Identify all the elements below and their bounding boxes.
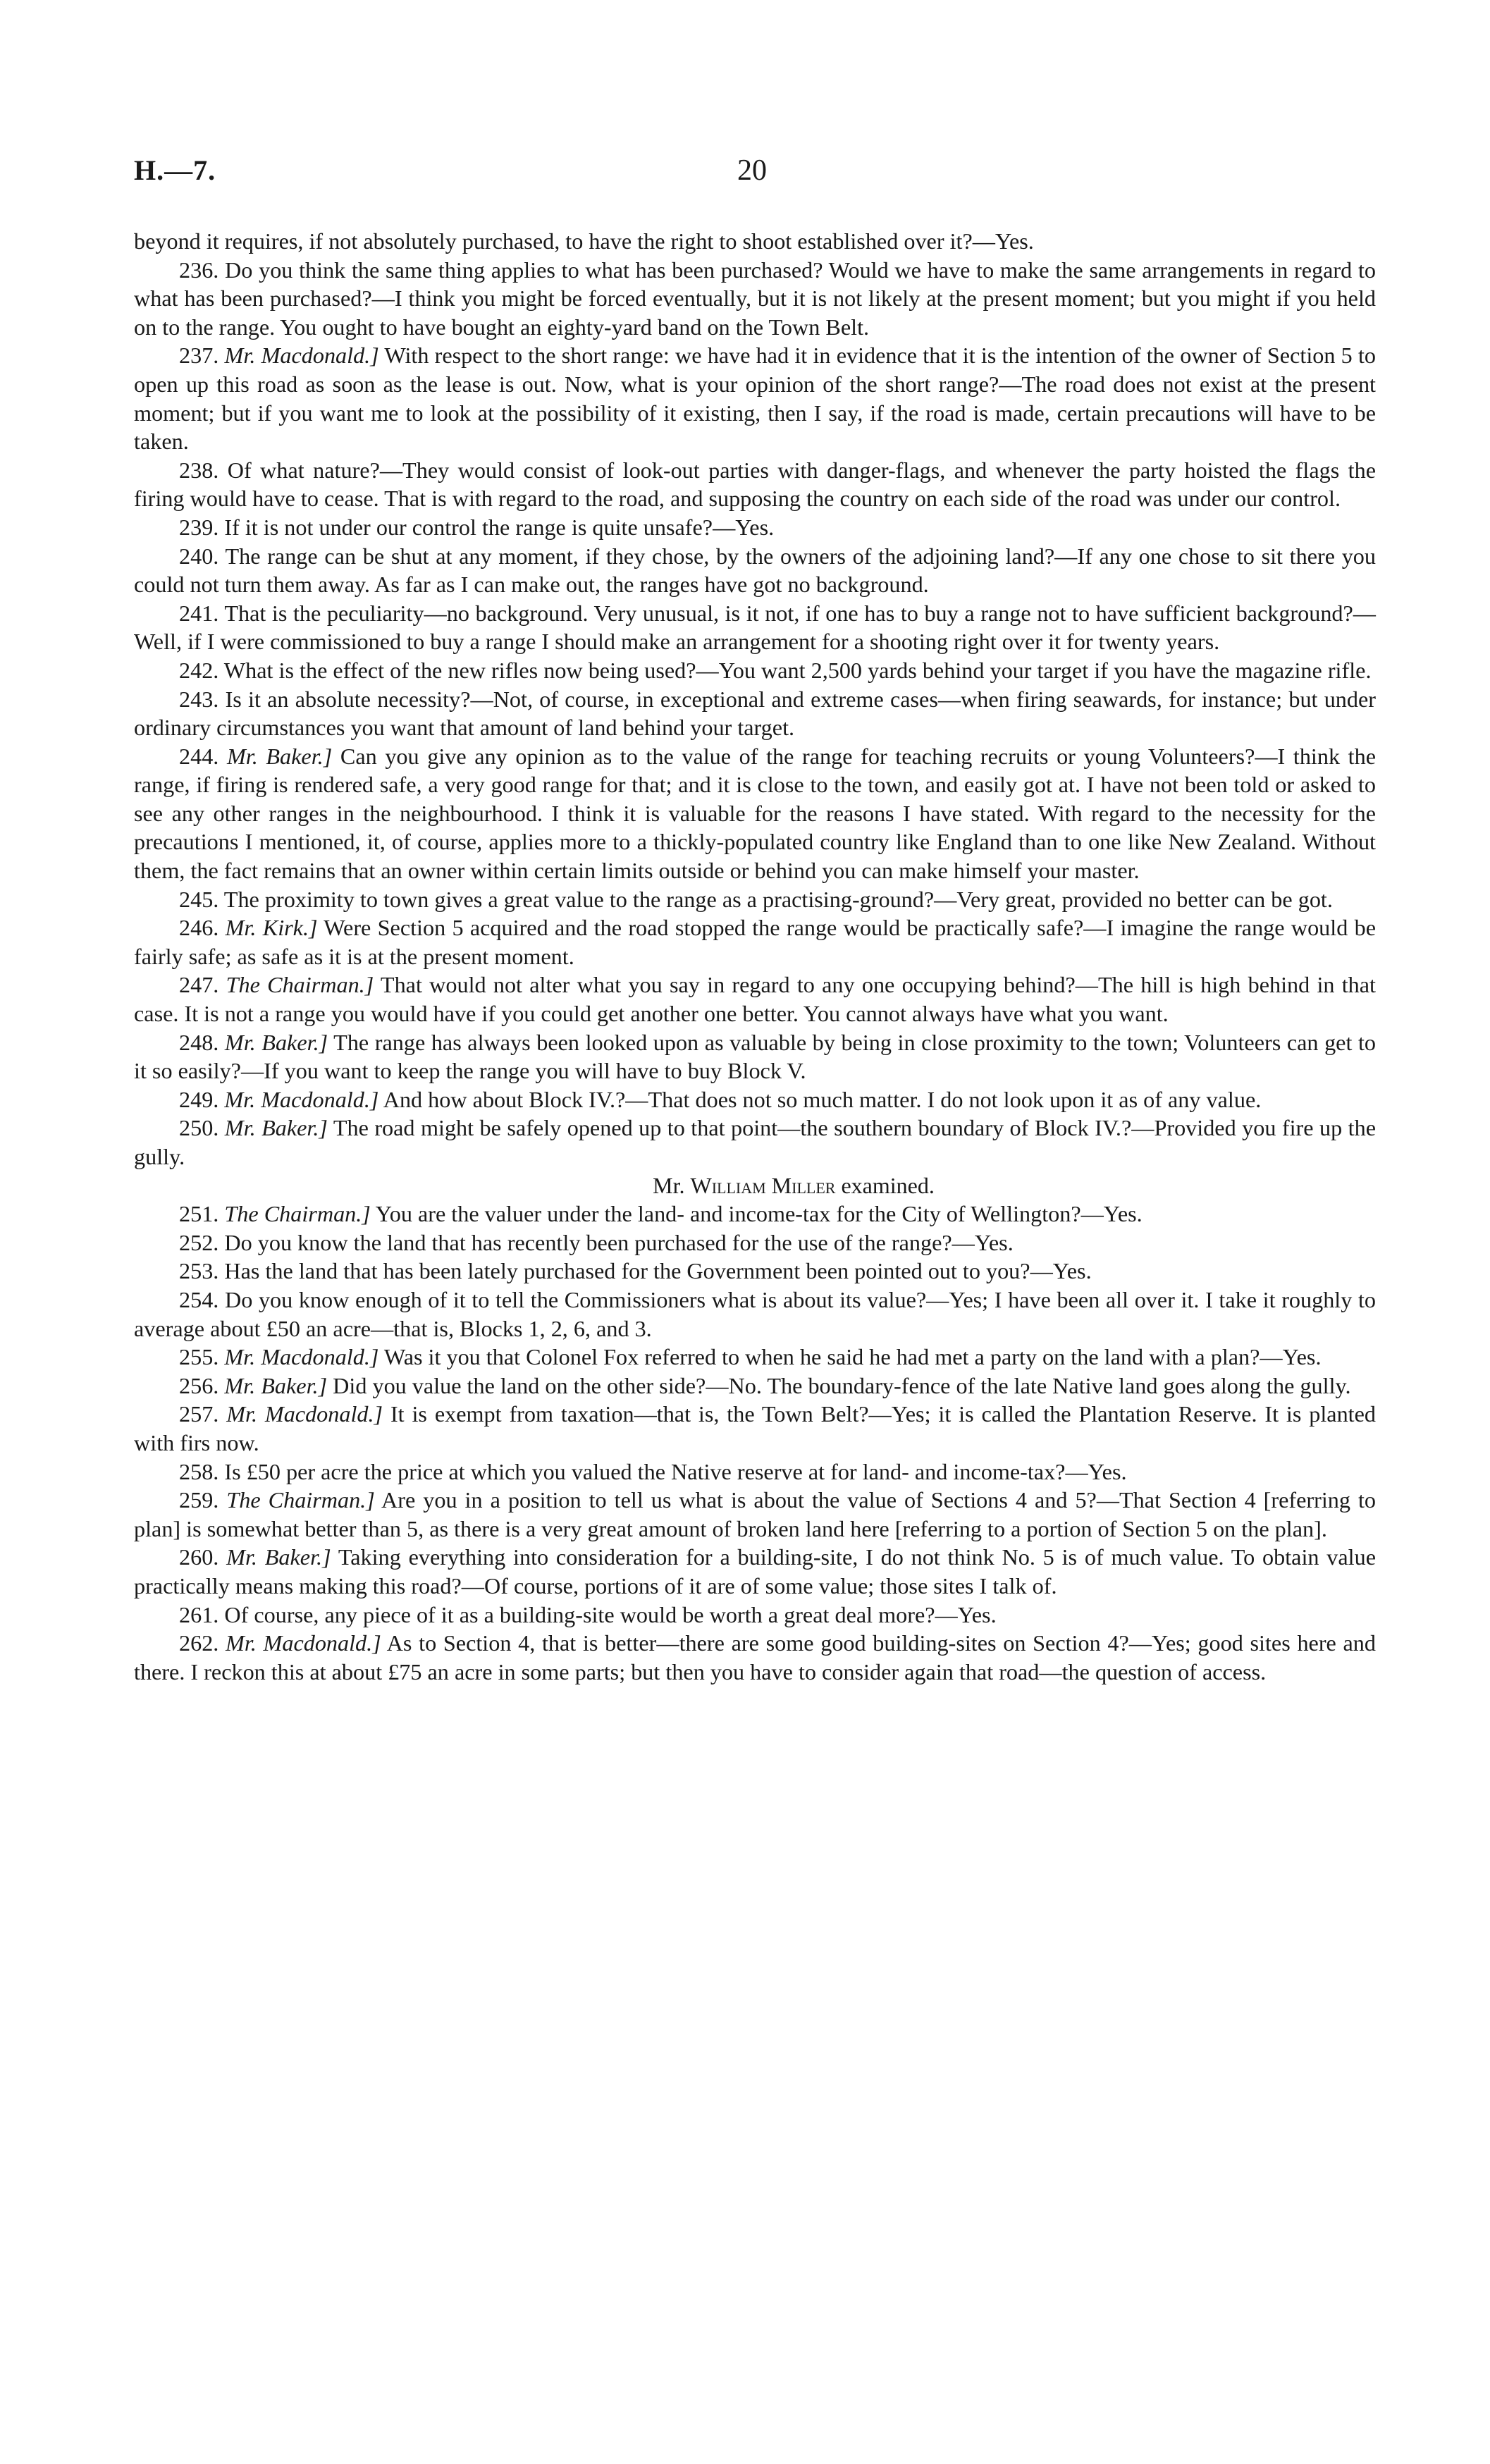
evidence-block-second bbox=[134, 1200, 1376, 1686]
question-paragraph bbox=[134, 913, 1376, 971]
question-number: 247. bbox=[179, 972, 219, 998]
question-text: Do you know the land that has recently been purchased for the use of the range?—Yes. bbox=[224, 1229, 1014, 1255]
question-text: The proximity to town gives a great value to the range as a practising-ground?—Very great, provided no better can be got. bbox=[223, 886, 1333, 912]
question-text: What is the effect of the new rifles now being used?—You want 2,500 yards behind your target if you have the magazine rifle. bbox=[223, 657, 1372, 683]
question-paragraph bbox=[134, 1400, 1376, 1457]
question-text: As to Section 4, that is better—there are some good building-sites on Section 4?—Yes; good sites here and there. I reckon this at about £75 an acre in some parts; but then you have to consider again that road—the question of access. bbox=[134, 1630, 1376, 1684]
question-paragraph bbox=[134, 1372, 1376, 1400]
question-text: With respect to the short range: we have had it in evidence that it is the intention of the owner of Section 5 to open up this road as soon as the lease is out. Now, what is your opinion of the short range?—The road does not exist at the present moment; but if you want me to look at the possibility of it existing, then I say, if the road is made, certain precautions will have to be taken. bbox=[134, 343, 1376, 455]
question-number: 252. bbox=[179, 1229, 219, 1255]
question-text: Was it you that Colonel Fox referred to when he said he had met a party on the land with a plan?—Yes. bbox=[383, 1344, 1322, 1370]
question-paragraph bbox=[134, 1629, 1376, 1686]
page-body bbox=[134, 227, 1376, 1686]
question-text: It is exempt from taxation—that is, the Town Belt?—Yes; it is called the Plantation Reserve. It is planted with firs now. bbox=[134, 1401, 1376, 1455]
question-paragraph bbox=[134, 1486, 1376, 1543]
page-number: 20 bbox=[737, 154, 767, 187]
question-paragraph bbox=[134, 656, 1376, 685]
question-text: The range has always been looked upon as valuable by being in close proximity to the town; Volunteers can get to it so easily?—If you want to keep the range you will have to buy Block V. bbox=[134, 1029, 1376, 1084]
speaker-label: The Chairman.] bbox=[226, 972, 374, 998]
question-number: 241. bbox=[179, 600, 219, 626]
witness-heading-prefix: Mr. bbox=[653, 1172, 685, 1198]
question-paragraph bbox=[134, 971, 1376, 1028]
speaker-label: Mr. Kirk.] bbox=[225, 915, 318, 941]
question-paragraph bbox=[134, 513, 1376, 542]
speaker-label: The Chairman.] bbox=[226, 1487, 375, 1513]
question-text: The road might be safely opened up to that point—the southern boundary of Block IV.?—Provided you fire up the gully. bbox=[134, 1115, 1376, 1169]
question-number: 245. bbox=[179, 886, 219, 912]
question-text: Do you know enough of it to tell the Commissioners what is about its value?—Yes; I have been all over it. I take it roughly to average about £50 an acre—that is, Blocks 1, 2, 6, and 3. bbox=[134, 1286, 1376, 1341]
question-number: 253. bbox=[179, 1258, 219, 1284]
question-paragraph bbox=[134, 256, 1376, 342]
question-text: That would not alter what you say in regard to any one occupying behind?—The hill is high behind in that case. It is not a range you would have if you could get another one better. You cannot always have what you want. bbox=[134, 972, 1376, 1027]
question-text: And how about Block IV.?—That does not so much matter. I do not look upon it as of any value. bbox=[383, 1086, 1262, 1112]
speaker-label: Mr. Baker.] bbox=[224, 1029, 328, 1055]
question-text: Did you value the land on the other side?—No. The boundary-fence of the late Native land goes along the gully. bbox=[333, 1372, 1351, 1398]
question-number: 258. bbox=[179, 1458, 219, 1484]
question-paragraph bbox=[134, 1085, 1376, 1114]
question-text: Were Section 5 acquired and the road stopped the range would be practically safe?—I imagine the range would be fairly safe; as safe as it is at the present moment. bbox=[134, 915, 1376, 969]
question-number: 238. bbox=[179, 457, 219, 483]
question-text: The range can be shut at any moment, if they chose, by the owners of the adjoining land?—If any one chose to sit there you could not turn them away. As far as I can make out, the ranges have got no background. bbox=[134, 543, 1376, 598]
witness-heading bbox=[134, 1171, 1376, 1200]
question-paragraph bbox=[134, 1458, 1376, 1486]
question-number: 261. bbox=[179, 1601, 219, 1627]
question-number: 262. bbox=[179, 1630, 219, 1656]
document-reference: H.—7. bbox=[134, 154, 216, 186]
question-paragraph bbox=[134, 1601, 1376, 1630]
question-text: You are the valuer under the land- and income-tax for the City of Wellington?—Yes. bbox=[375, 1201, 1143, 1227]
question-text: Has the land that has been lately purchased for the Government been pointed out to you?—Yes. bbox=[224, 1258, 1092, 1284]
question-text: Is it an absolute necessity?—Not, of course, in exceptional and extreme cases—when firing seawards, for instance; but under ordinary circumstances you want that amount of land behind your target. bbox=[134, 686, 1376, 741]
question-paragraph bbox=[134, 1200, 1376, 1228]
question-number: 256. bbox=[179, 1372, 219, 1398]
speaker-label: Mr. Macdonald.] bbox=[224, 343, 379, 369]
question-text: Of what nature?—They would consist of look-out parties with danger-flags, and whenever the party hoisted the flags the firing would have to cease. That is with regard to the road, and supposing the country on each side of the road was under our control. bbox=[134, 457, 1376, 512]
question-paragraph bbox=[134, 742, 1376, 885]
question-paragraph bbox=[134, 1028, 1376, 1085]
question-number: 250. bbox=[179, 1115, 219, 1141]
question-text: Are you in a position to tell us what is about the value of Sections 4 and 5?—That Section 4 [referring to plan] is somewhat better than 5, as there is a very great amount of broken land here [referring to a portion of Section 5 on the plan]. bbox=[134, 1487, 1377, 1541]
question-number: 240. bbox=[179, 543, 219, 569]
question-number: 242. bbox=[179, 657, 219, 683]
question-paragraph bbox=[134, 1114, 1376, 1171]
evidence-block-first bbox=[134, 227, 1376, 1171]
speaker-label: Mr. Macdonald.] bbox=[226, 1401, 383, 1427]
question-text: Do you think the same thing applies to what has been purchased? Would we have to make the same arrangements in regard to what has been purchased?—I think you might be forced eventually, but it is not likely at the present moment; but you might if you held on to the range. You ought to have bought an eighty-yard band on the Town Belt. bbox=[134, 257, 1376, 340]
question-paragraph bbox=[134, 542, 1376, 599]
question-number: 249. bbox=[179, 1086, 219, 1112]
question-paragraph bbox=[134, 1257, 1376, 1286]
speaker-label: Mr. Baker.] bbox=[224, 1372, 328, 1398]
question-paragraph bbox=[134, 685, 1376, 742]
question-text: Is £50 per acre the price at which you valued the Native reserve at for land- and income-tax?—Yes. bbox=[224, 1458, 1127, 1484]
speaker-label: Mr. Baker.] bbox=[224, 1115, 328, 1141]
question-text: Taking everything into consideration for a building-site, I do not think No. 5 is of much value. To obtain value practically means making this road?—Of course, portions of it are of some value; those sites I talk of. bbox=[134, 1544, 1377, 1598]
speaker-label: Mr. Macdonald.] bbox=[224, 1086, 379, 1112]
question-paragraph bbox=[134, 227, 1376, 256]
question-number: 244. bbox=[179, 743, 219, 769]
speaker-label: The Chairman.] bbox=[224, 1201, 371, 1227]
question-text: Of course, any piece of it as a building-site would be worth a great deal more?—Yes. bbox=[224, 1601, 997, 1627]
question-number: 248. bbox=[179, 1029, 219, 1055]
question-number: 254. bbox=[179, 1286, 219, 1312]
question-number: 239. bbox=[179, 514, 219, 540]
question-paragraph bbox=[134, 885, 1376, 914]
speaker-label: Mr. Baker.] bbox=[226, 743, 333, 769]
question-number: 257. bbox=[179, 1401, 219, 1427]
question-paragraph bbox=[134, 456, 1376, 513]
question-paragraph bbox=[134, 1343, 1376, 1372]
question-number: 246. bbox=[179, 915, 219, 941]
page-header bbox=[134, 154, 1374, 196]
question-paragraph bbox=[134, 1228, 1376, 1257]
question-number: 255. bbox=[179, 1344, 219, 1370]
witness-heading-suffix: examined. bbox=[841, 1172, 935, 1198]
question-number: 251. bbox=[179, 1201, 219, 1227]
question-number: 260. bbox=[179, 1544, 219, 1570]
speaker-label: Mr. Baker.] bbox=[226, 1544, 331, 1570]
question-text: Can you give any opinion as to the value of the range for teaching recruits or young Volunteers?—I think the range, if firing is rendered safe, a very good range for that; and it is close to the town, and easily got at. I have not been told or asked to see any other ranges in the neighbourhood. I think it is valuable for the reasons I have stated. With regard to the necessity for the precautions I mentioned, it, of course, applies more to a thickly-populated country like England than to one like New Zealand. Without them, the fact remains that an owner within certain limits outside or behind you can make himself your master. bbox=[134, 743, 1376, 884]
question-text: If it is not under our control the range is quite unsafe?—Yes. bbox=[224, 514, 775, 540]
question-number: 259. bbox=[179, 1487, 219, 1513]
question-paragraph bbox=[134, 599, 1376, 656]
question-number: 237. bbox=[179, 343, 219, 369]
witness-name: William Miller bbox=[690, 1172, 836, 1198]
question-paragraph bbox=[134, 1543, 1376, 1600]
speaker-label: Mr. Macdonald.] bbox=[224, 1344, 379, 1370]
question-paragraph bbox=[134, 341, 1376, 455]
question-paragraph bbox=[134, 1286, 1376, 1343]
question-number: 243. bbox=[179, 686, 219, 712]
question-text: beyond it requires, if not absolutely purchased, to have the right to shoot established over it?—Yes. bbox=[134, 228, 1034, 254]
question-number: 236. bbox=[179, 257, 219, 283]
question-text: That is the peculiarity—no background. Very unusual, is it not, if one has to buy a range not to have sufficient background?—Well, if I were commissioned to buy a range I should make an arrangement for a shooting right over it for twenty years. bbox=[134, 600, 1376, 655]
speaker-label: Mr. Macdonald.] bbox=[226, 1630, 381, 1656]
